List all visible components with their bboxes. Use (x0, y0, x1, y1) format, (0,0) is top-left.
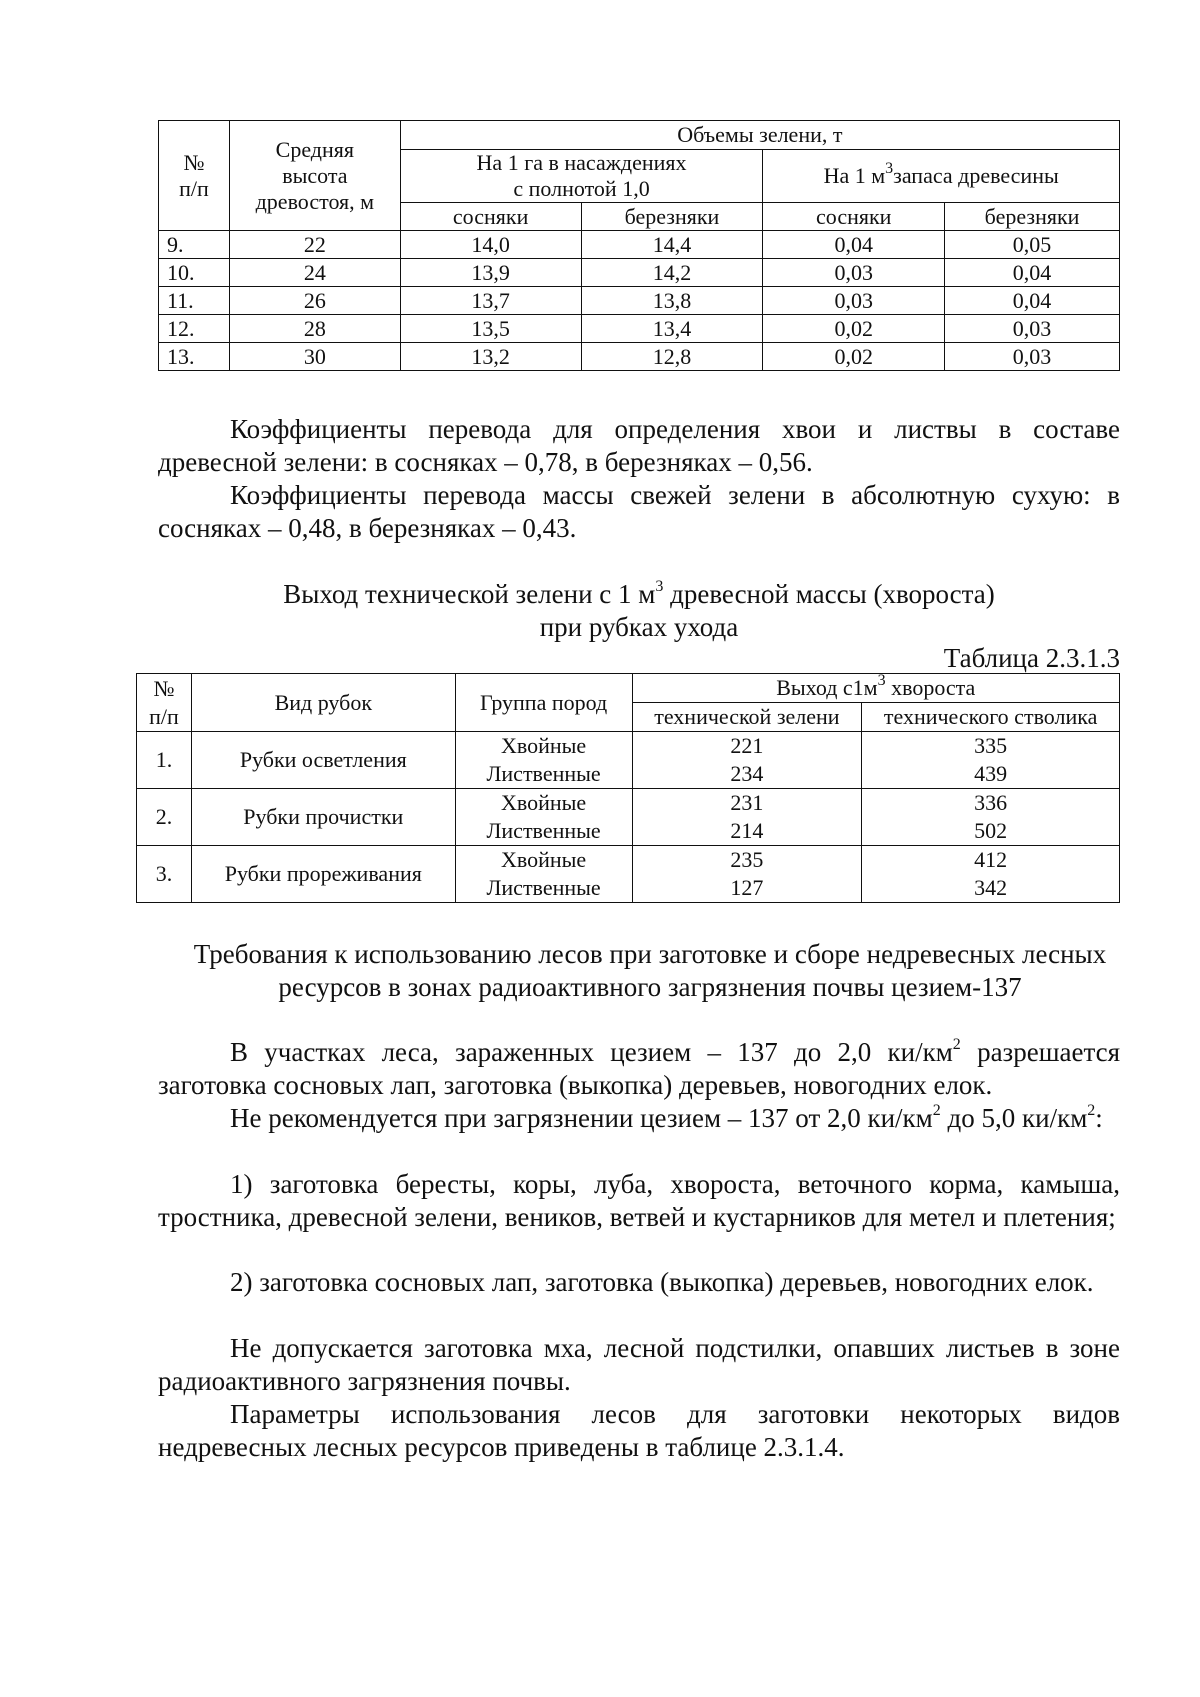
col-volumes-header: Объемы зелени, т (400, 121, 1119, 150)
conversion-paragraph-2: Коэффициенты перевода массы свежей зелени в абсолютную сухую: в сосняках – 0,48, в березняках – 0,43. (158, 480, 1120, 543)
cell-birch-ha: 13,4 (581, 315, 763, 343)
table-row (159, 287, 1120, 315)
cell-birch-m3: 0,03 (945, 315, 1120, 343)
col-group-header: Группа пород (455, 674, 632, 732)
cell-height: 30 (229, 343, 400, 371)
row-num: 13. (159, 343, 230, 371)
col-pine-ha: сосняки (400, 203, 581, 231)
cell-birch-m3: 0,04 (945, 287, 1120, 315)
cell-pine-ha: 13,9 (400, 259, 581, 287)
section-paragraph-4: 2) заготовка сосновых лап, заготовка (выкопка) деревьев, новогодних елок. (230, 1267, 1094, 1297)
cell-kind: Рубки прочистки (191, 789, 455, 846)
table-row (159, 231, 1120, 259)
cell-pole: 412 342 (862, 846, 1120, 903)
cell-pine-ha: 13,7 (400, 287, 581, 315)
cell-kind: Рубки осветления (191, 732, 455, 789)
cell-birch-ha: 12,8 (581, 343, 763, 371)
cell-birch-ha: 14,2 (581, 259, 763, 287)
cell-green: 231 214 (632, 789, 862, 846)
cell-pole: 336 502 (862, 789, 1120, 846)
row-num: 10. (159, 259, 230, 287)
table2-title: Выход технической зелени с 1 $м^3$ древесной массы (хвороста) при рубках ухода (283, 578, 995, 642)
cell-birch-m3: 0,04 (945, 259, 1120, 287)
table-row (137, 846, 1120, 903)
cell-height: 24 (229, 259, 400, 287)
cell-groups: Хвойные Лиственные (455, 789, 632, 846)
cell-birch-m3: 0,03 (945, 343, 1120, 371)
col-pole-header: технического стволика (862, 703, 1120, 732)
table-row (159, 343, 1120, 371)
col-kind-header: Вид рубок (191, 674, 455, 732)
section-paragraph-2: Не рекомендуется при загрязнении цезием – 137 от 2,0 $ки/км^2$ до 5,0 $ки/км^2$: (230, 1102, 1103, 1133)
cell-birch-ha: 13,8 (581, 287, 763, 315)
table-row (159, 259, 1120, 287)
col-birch-ha: березняки (581, 203, 763, 231)
col-pine-m3: сосняки (763, 203, 945, 231)
thinning-yield-table (136, 673, 1120, 903)
cell-pole: 335 439 (862, 732, 1120, 789)
cell-groups: Хвойные Лиственные (455, 732, 632, 789)
cell-height: 28 (229, 315, 400, 343)
table-row (159, 315, 1120, 343)
col-num-header: № п/п (137, 674, 192, 732)
section-paragraph-1: В участках леса, зараженных цезием – 137 до 2,0 $ки/км^2$ разрешается заготовка сосновых лап, заготовка (выкопка) деревьев, новогодних елок. (158, 1036, 1120, 1100)
cell-pine-m3: 0,04 (763, 231, 945, 259)
cell-pine-ha: 14,0 (400, 231, 581, 259)
conversion-paragraph-1: Коэффициенты перевода для определения хвои и листвы в составе древесной зелени: в сосняках – 0,78, в березняках – 0,56. (158, 414, 1120, 477)
table-row (137, 789, 1120, 846)
cell-pine-ha: 13,2 (400, 343, 581, 371)
section-paragraph-6: Параметры использования лесов для заготовки некоторых видов недревесных лесных ресурсов приведены в таблице 2.3.1.4. (158, 1399, 1120, 1462)
cell-green: 235 127 (632, 846, 862, 903)
col-num-header: № п/п (159, 121, 230, 231)
col-yield-header: Выход $с1м^3$ хвороста (632, 674, 1119, 703)
row-num: 2. (137, 789, 192, 846)
cell-pine-m3: 0,03 (763, 259, 945, 287)
col-per-m3-header: На 1 $м^3запаса$ древесины (763, 150, 1120, 203)
section-paragraph-3: 1) заготовка бересты, коры, луба, хвороста, веточного корма, камыша, тростника, древесной зелени, веников, ветвей и кустарников для метел и плетения; (158, 1169, 1120, 1232)
cell-birch-ha: 14,4 (581, 231, 763, 259)
table-row (137, 732, 1120, 789)
cell-pine-m3: 0,02 (763, 343, 945, 371)
cell-height: 22 (229, 231, 400, 259)
cell-kind: Рубки прореживания (191, 846, 455, 903)
col-birch-m3: березняки (945, 203, 1120, 231)
cell-pine-m3: 0,03 (763, 287, 945, 315)
cell-pine-ha: 13,5 (400, 315, 581, 343)
row-num: 12. (159, 315, 230, 343)
cell-groups: Хвойные Лиственные (455, 846, 632, 903)
row-num: 11. (159, 287, 230, 315)
col-green-header: технической зелени (632, 703, 862, 732)
cell-green: 221 234 (632, 732, 862, 789)
col-per-ha-header: На 1 га в насаждениях с полнотой 1,0 (400, 150, 763, 203)
table2-label: Таблица 2.3.1.3 (943, 643, 1120, 673)
section-heading: Требования к использованию лесов при заготовке и сборе недревесных лесных ресурсов в зонах радиоактивного загрязнения почвы цезием-137 (193, 939, 1107, 1002)
row-num: 9. (159, 231, 230, 259)
greenery-volume-table (158, 120, 1120, 371)
row-num: 1. (137, 732, 192, 789)
row-num: 3. (137, 846, 192, 903)
cell-pine-m3: 0,02 (763, 315, 945, 343)
cell-birch-m3: 0,05 (945, 231, 1120, 259)
cell-height: 26 (229, 287, 400, 315)
section-paragraph-5: Не допускается заготовка мха, лесной подстилки, опавших листьев в зоне радиоактивного загрязнения почвы. (158, 1333, 1120, 1396)
col-height-header: Средняя высота древостоя, м (229, 121, 400, 231)
